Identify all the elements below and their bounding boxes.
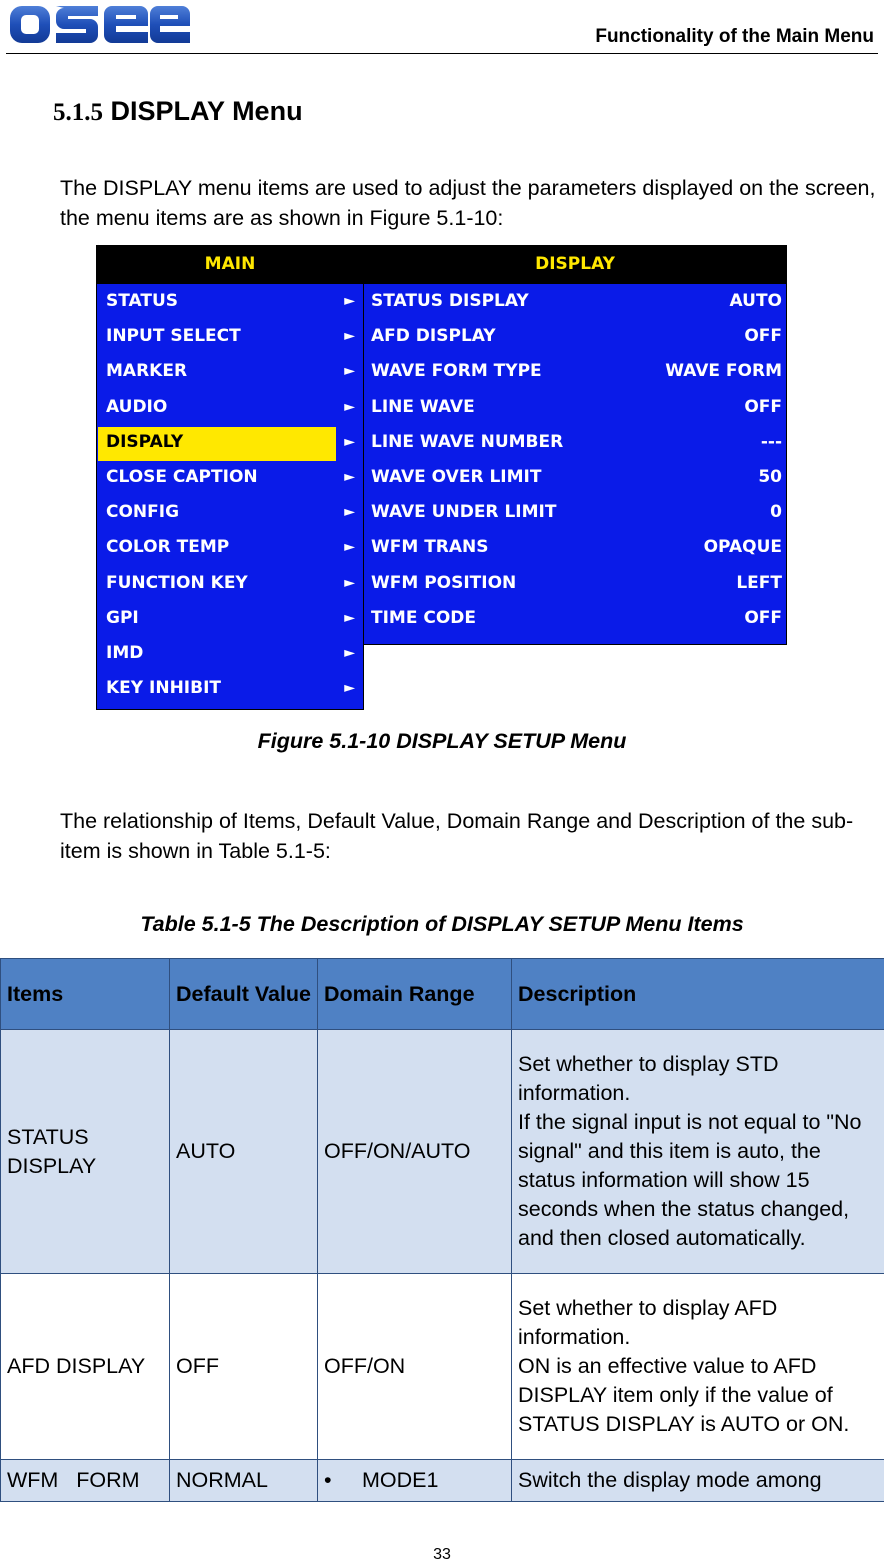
- display-menu-item-value: OFF: [744, 607, 782, 628]
- display-menu-item-value: ---: [760, 431, 782, 452]
- main-menu-item[interactable]: [97, 601, 363, 636]
- description-line: Set whether to display AFD information.: [518, 1296, 778, 1349]
- table-header-row: [1, 959, 884, 1030]
- main-menu-item[interactable]: [97, 566, 363, 601]
- cell-default: AUTO: [170, 1030, 318, 1274]
- main-menu-item-label: AUDIO: [106, 396, 168, 417]
- display-menu-list: [364, 284, 786, 636]
- display-menu-item[interactable]: [364, 601, 786, 636]
- section-title: [53, 96, 303, 127]
- main-menu-item-label: DISPALY: [106, 431, 184, 452]
- main-menu-item-label: GPI: [106, 607, 139, 628]
- cell-range: OFF/ON/AUTO: [318, 1030, 512, 1274]
- main-menu-panel: [96, 245, 364, 710]
- display-menu-panel: [363, 245, 787, 645]
- display-menu-item-label: LINE WAVE NUMBER: [371, 431, 564, 452]
- main-menu-item-label: CLOSE CAPTION: [106, 466, 258, 487]
- main-menu-item-label: CONFIG: [106, 502, 180, 523]
- display-menu-item-value: OFF: [744, 396, 782, 417]
- header-default-value: Default Value: [170, 959, 318, 1030]
- arrow-right-icon: ►: [344, 363, 355, 380]
- main-menu-list: [97, 284, 363, 706]
- relationship-paragraph: The relationship of Items, Default Value, Domain Range and Description of the sub-item is shown in Table 5.1-5:: [60, 809, 854, 863]
- display-menu-item[interactable]: [364, 354, 786, 389]
- table-row: [1, 1274, 884, 1460]
- display-menu-item-value: AUTO: [729, 291, 782, 311]
- header-items: Items: [1, 959, 170, 1030]
- description-line: If the signal input is not equal to "No signal" and this item is auto, the status information will show 15 seconds when the status changed, and then closed automatically.: [518, 1110, 862, 1250]
- display-menu-item-value: OPAQUE: [703, 537, 782, 558]
- display-menu-item[interactable]: [364, 390, 786, 425]
- cell-item: WFM FORM: [1, 1460, 170, 1502]
- main-menu-item-label: KEY INHIBIT: [106, 678, 221, 699]
- main-menu-item[interactable]: [97, 636, 363, 671]
- display-menu-item[interactable]: [364, 460, 786, 495]
- section-number: 5.1.5: [53, 99, 103, 126]
- main-menu-item-label: COLOR TEMP: [106, 537, 230, 558]
- header-divider: [6, 53, 878, 54]
- bullet-icon: •: [324, 1468, 332, 1492]
- main-menu-item-label: STATUS: [106, 291, 179, 311]
- main-menu-item[interactable]: [97, 671, 363, 706]
- header-title: Functionality of the Main Menu: [595, 26, 874, 47]
- description-line: ON is an effective value to AFD DISPLAY item only if the value of STATUS DISPLAY is AUTO or ON.: [518, 1354, 850, 1436]
- arrow-right-icon: ►: [344, 680, 355, 697]
- main-menu-item[interactable]: [97, 530, 363, 565]
- arrow-right-icon: ►: [344, 504, 355, 521]
- arrow-right-icon: ►: [344, 398, 355, 415]
- section-heading: DISPLAY Menu: [110, 96, 303, 126]
- arrow-right-icon: ►: [344, 609, 355, 626]
- main-menu-item[interactable]: [97, 390, 363, 425]
- osee-logo: [8, 2, 190, 46]
- display-menu-item-label: WFM POSITION: [371, 572, 517, 593]
- display-menu-item-label: LINE WAVE: [371, 396, 475, 417]
- display-menu-item-label: AFD DISPLAY: [371, 326, 496, 347]
- display-menu-item-label: STATUS DISPLAY: [371, 291, 529, 311]
- cell-range: OFF/ON: [318, 1274, 512, 1460]
- display-menu-item[interactable]: [364, 425, 786, 460]
- display-menu-item-label: WFM TRANS: [371, 537, 489, 558]
- display-items-table: [0, 958, 884, 1502]
- main-menu-item[interactable]: [97, 425, 363, 460]
- header-description: Description: [512, 959, 884, 1030]
- arrow-right-icon: ►: [344, 433, 355, 450]
- display-menu-item-value: 0: [770, 502, 782, 523]
- main-menu-item-label: FUNCTION KEY: [106, 572, 248, 593]
- page-number: 33: [433, 1546, 451, 1563]
- display-menu-item[interactable]: [364, 566, 786, 601]
- arrow-right-icon: ►: [344, 644, 355, 661]
- description-line: Set whether to display STD information.: [518, 1052, 779, 1105]
- arrow-right-icon: ►: [344, 574, 355, 591]
- display-menu-item[interactable]: [364, 319, 786, 354]
- cell-range: [318, 1460, 512, 1502]
- cell-description: Switch the display mode among: [512, 1460, 884, 1502]
- cell-default: OFF: [170, 1274, 318, 1460]
- display-menu-header: DISPLAY: [364, 246, 786, 284]
- display-menu-item-label: WAVE UNDER LIMIT: [371, 502, 557, 523]
- arrow-right-icon: ►: [344, 468, 355, 485]
- display-menu-item-label: WAVE OVER LIMIT: [371, 466, 542, 487]
- display-menu-item-value: 50: [758, 466, 782, 487]
- main-menu-item[interactable]: [97, 319, 363, 354]
- display-menu-item-value: LEFT: [736, 572, 782, 593]
- figure-caption: Figure 5.1-10 DISPLAY SETUP Menu: [257, 729, 627, 753]
- arrow-right-icon: ►: [344, 539, 355, 556]
- arrow-right-icon: ►: [344, 293, 355, 309]
- main-menu-item-label: INPUT SELECT: [106, 326, 241, 347]
- display-menu-item-value: WAVE FORM: [665, 361, 782, 382]
- table-row: [1, 1460, 884, 1502]
- cell-item: AFD DISPLAY: [1, 1274, 170, 1460]
- cell-description: [512, 1274, 884, 1460]
- intro-paragraph: The DISPLAY menu items are used to adjust the parameters displayed on the screen, the menu items are as shown in Figure 5.1-10:: [60, 176, 876, 230]
- cell-item: STATUS DISPLAY: [1, 1030, 170, 1274]
- arrow-right-icon: ►: [344, 328, 355, 345]
- main-menu-item[interactable]: [97, 495, 363, 530]
- table-row: [1, 1030, 884, 1274]
- main-menu-header: MAIN: [97, 246, 363, 284]
- table-caption: Table 5.1-5 The Description of DISPLAY SETUP Menu Items: [140, 912, 744, 936]
- display-menu-item-label: WAVE FORM TYPE: [371, 361, 542, 382]
- range-value: MODE1: [362, 1468, 439, 1492]
- main-menu-item[interactable]: [97, 284, 363, 319]
- cell-default: NORMAL: [170, 1460, 318, 1502]
- main-menu-item-label: IMD: [106, 642, 144, 663]
- display-menu-item-label: TIME CODE: [371, 607, 477, 628]
- main-menu-item[interactable]: [97, 354, 363, 389]
- display-menu-item-value: OFF: [744, 326, 782, 347]
- display-menu-item[interactable]: [364, 495, 786, 530]
- display-menu-item[interactable]: [364, 284, 786, 319]
- main-menu-item[interactable]: [97, 460, 363, 495]
- display-menu-item[interactable]: [364, 530, 786, 565]
- cell-description: [512, 1030, 884, 1274]
- header-domain-range: Domain Range: [318, 959, 512, 1030]
- main-menu-item-label: MARKER: [106, 361, 188, 382]
